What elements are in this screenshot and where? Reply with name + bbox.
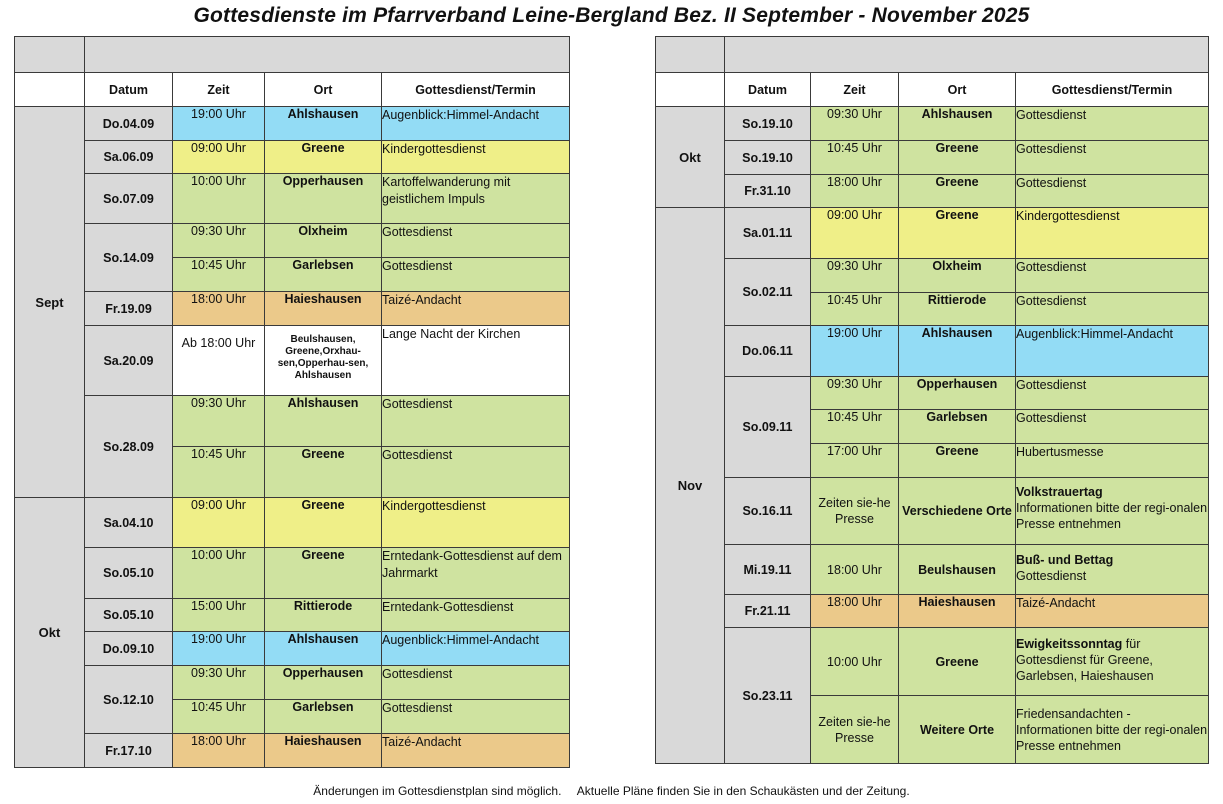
event-cell: Erntedank-Gottesdienst xyxy=(382,599,570,632)
event-cell: Kindergottesdienst xyxy=(382,141,570,174)
table-row xyxy=(15,548,570,599)
date-cell: Mi.19.11 xyxy=(725,545,811,595)
date-cell: So.07.09 xyxy=(85,174,173,224)
date-cell: So.23.11 xyxy=(725,628,811,764)
place-cell: Greene xyxy=(899,175,1016,208)
month-label: Okt xyxy=(656,107,725,208)
event-cell: Taizé-Andacht xyxy=(382,292,570,326)
place-cell: Haieshausen xyxy=(899,595,1016,628)
place-cell: Rittierode xyxy=(899,293,1016,326)
event-cell: Augenblick:Himmel-Andacht xyxy=(382,107,570,141)
event-cell: Gottesdienst xyxy=(1016,377,1209,410)
time-cell: 09:30 Uhr xyxy=(811,259,899,293)
event-detail: Informationen bitte der regi-onalen Presse entnehmen xyxy=(1016,501,1208,531)
month-label: Nov xyxy=(656,208,725,764)
date-cell: Sa.04.10 xyxy=(85,498,173,548)
time-cell: 10:00 Uhr xyxy=(173,174,265,224)
place-cell: Opperhausen xyxy=(265,666,382,700)
event-cell: Taizé-Andacht xyxy=(1016,595,1209,628)
time-cell: 09:30 Uhr xyxy=(173,224,265,258)
event-cell: Erntedank-Gottesdienst auf dem Jahrmarkt xyxy=(382,548,570,599)
event-cell: Kartoffelwanderung mit geistlichem Impuls xyxy=(382,174,570,224)
time-cell: 10:45 Uhr xyxy=(173,447,265,498)
place-cell: Greene xyxy=(265,447,382,498)
time-cell: Zeiten sie-he Presse xyxy=(811,696,899,764)
date-cell: So.09.11 xyxy=(725,377,811,478)
table-row xyxy=(656,545,1209,595)
event-cell: Hubertusmesse xyxy=(1016,444,1209,478)
time-cell: 15:00 Uhr xyxy=(173,599,265,632)
date-cell: So.02.11 xyxy=(725,259,811,326)
time-cell: 19:00 Uhr xyxy=(811,326,899,377)
time-cell: 09:00 Uhr xyxy=(173,141,265,174)
event-cell: Gottesdienst xyxy=(382,224,570,258)
table-row xyxy=(15,107,570,141)
table-row xyxy=(15,224,570,258)
schedule-table-right xyxy=(655,36,1209,764)
time-cell: 10:45 Uhr xyxy=(811,293,899,326)
table-row xyxy=(656,107,1209,141)
event-cell: Kindergottesdienst xyxy=(382,498,570,548)
place-cell: Ahlshausen xyxy=(265,396,382,447)
place-cell: Greene xyxy=(899,141,1016,175)
month-label: Okt xyxy=(15,498,85,768)
date-cell: Sa.01.11 xyxy=(725,208,811,259)
event-cell: Gottesdienst xyxy=(1016,141,1209,175)
place-cell: Opperhausen xyxy=(899,377,1016,410)
date-cell: So.19.10 xyxy=(725,141,811,175)
footer-note-changes: Änderungen im Gottesdienstplan sind möglich. xyxy=(313,784,562,798)
event-cell xyxy=(1016,545,1209,595)
place-cell: Beulshausen xyxy=(899,545,1016,595)
date-cell: Fr.21.11 xyxy=(725,595,811,628)
table-row xyxy=(656,595,1209,628)
place-cell: Ahlshausen xyxy=(265,632,382,666)
table-row xyxy=(15,632,570,666)
place-cell: Olxheim xyxy=(265,224,382,258)
place-cell: Greene xyxy=(899,208,1016,259)
time-cell: 18:00 Uhr xyxy=(811,545,899,595)
time-cell: 09:30 Uhr xyxy=(173,396,265,447)
time-cell: 10:45 Uhr xyxy=(811,141,899,175)
column-header-date: Datum xyxy=(85,73,173,107)
event-cell: Lange Nacht der Kirchen xyxy=(382,326,570,396)
place-cell: Greene xyxy=(899,444,1016,478)
place-cell: Garlebsen xyxy=(899,410,1016,444)
place-cell: Greene xyxy=(265,548,382,599)
date-cell: So.05.10 xyxy=(85,548,173,599)
time-cell: 09:30 Uhr xyxy=(173,666,265,700)
place-cell: Olxheim xyxy=(899,259,1016,293)
table-top-band xyxy=(656,37,1209,73)
event-cell: Kindergottesdienst xyxy=(1016,208,1209,259)
column-header-event: Gottesdienst/Termin xyxy=(1016,73,1209,107)
event-cell: Gottesdienst xyxy=(382,666,570,700)
date-cell: So.05.10 xyxy=(85,599,173,632)
date-cell: So.16.11 xyxy=(725,478,811,545)
table-row xyxy=(656,326,1209,377)
table-row xyxy=(15,141,570,174)
footer-note-plans: Aktuelle Pläne finden Sie in den Schaukästen und der Zeitung. xyxy=(576,784,910,798)
table-row xyxy=(15,734,570,768)
place-cell: Haieshausen xyxy=(265,292,382,326)
event-cell xyxy=(1016,628,1209,696)
event-title: Volkstrauertag xyxy=(1016,485,1103,499)
date-cell: Fr.31.10 xyxy=(725,175,811,208)
place-cell: Beulshausen, Greene,Orxhau-sen,Opperhau-sen, Ahlshausen xyxy=(265,326,382,396)
event-cell: Augenblick:Himmel-Andacht xyxy=(1016,326,1209,377)
table-row xyxy=(15,174,570,224)
date-cell: So.12.10 xyxy=(85,666,173,734)
time-cell: 10:45 Uhr xyxy=(173,258,265,292)
time-cell: 09:30 Uhr xyxy=(811,377,899,410)
place-cell: Ahlshausen xyxy=(899,107,1016,141)
event-cell xyxy=(1016,478,1209,545)
event-cell: Gottesdienst xyxy=(1016,259,1209,293)
schedule-table-left xyxy=(14,36,570,768)
time-cell: 09:00 Uhr xyxy=(173,498,265,548)
table-row xyxy=(15,396,570,447)
place-cell: Garlebsen xyxy=(265,700,382,734)
place-cell: Opperhausen xyxy=(265,174,382,224)
event-cell: Augenblick:Himmel-Andacht xyxy=(382,632,570,666)
time-cell: 09:30 Uhr xyxy=(811,107,899,141)
place-cell: Haieshausen xyxy=(265,734,382,768)
time-cell: 18:00 Uhr xyxy=(173,292,265,326)
column-header-time: Zeit xyxy=(811,73,899,107)
time-cell: Zeiten sie-he Presse xyxy=(811,478,899,545)
column-header-date: Datum xyxy=(725,73,811,107)
event-cell: Taizé-Andacht xyxy=(382,734,570,768)
date-cell: Do.04.09 xyxy=(85,107,173,141)
date-cell: So.19.10 xyxy=(725,107,811,141)
time-cell: Ab 18:00 Uhr xyxy=(173,326,265,396)
time-cell: 19:00 Uhr xyxy=(173,107,265,141)
date-cell: Fr.19.09 xyxy=(85,292,173,326)
column-header-place: Ort xyxy=(265,73,382,107)
place-cell: Greene xyxy=(265,141,382,174)
time-cell: 10:45 Uhr xyxy=(811,410,899,444)
place-cell: Ahlshausen xyxy=(265,107,382,141)
table-row xyxy=(15,666,570,700)
table-row xyxy=(656,141,1209,175)
table-header-row xyxy=(15,73,570,107)
table-row xyxy=(656,628,1209,696)
time-cell: 10:00 Uhr xyxy=(173,548,265,599)
event-cell: Friedensandachten - Informationen bitte der regi-onalen Presse entnehmen xyxy=(1016,696,1209,764)
date-cell: Do.09.10 xyxy=(85,632,173,666)
event-cell: Gottesdienst xyxy=(382,700,570,734)
place-cell: Garlebsen xyxy=(265,258,382,292)
place-cell: Weitere Orte xyxy=(899,696,1016,764)
event-cell: Gottesdienst xyxy=(382,396,570,447)
place-cell: Ahlshausen xyxy=(899,326,1016,377)
event-cell: Gottesdienst xyxy=(1016,293,1209,326)
date-cell: So.14.09 xyxy=(85,224,173,292)
time-cell: 18:00 Uhr xyxy=(811,175,899,208)
footer-note xyxy=(0,784,1223,798)
event-cell: Gottesdienst xyxy=(1016,410,1209,444)
table-row xyxy=(656,259,1209,293)
table-row xyxy=(656,208,1209,259)
column-header-time: Zeit xyxy=(173,73,265,107)
table-header-row xyxy=(656,73,1209,107)
time-cell: 10:00 Uhr xyxy=(811,628,899,696)
event-cell: Gottesdienst xyxy=(1016,107,1209,141)
month-label: Sept xyxy=(15,107,85,498)
event-cell: Gottesdienst xyxy=(382,258,570,292)
event-title: Ewigkeitssonntag xyxy=(1016,637,1123,651)
table-row xyxy=(15,292,570,326)
place-cell: Greene xyxy=(899,628,1016,696)
column-header-event: Gottesdienst/Termin xyxy=(382,73,570,107)
date-cell: Do.06.11 xyxy=(725,326,811,377)
column-header-place: Ort xyxy=(899,73,1016,107)
time-cell: 17:00 Uhr xyxy=(811,444,899,478)
event-detail: für Gottesdienst für Greene, Garlebsen, Haieshausen xyxy=(1016,637,1154,683)
table-row xyxy=(15,498,570,548)
event-title: Buß- und Bettag xyxy=(1016,553,1114,567)
time-cell: 09:00 Uhr xyxy=(811,208,899,259)
table-row xyxy=(656,478,1209,545)
date-cell: Sa.06.09 xyxy=(85,141,173,174)
time-cell: 18:00 Uhr xyxy=(811,595,899,628)
table-row xyxy=(656,377,1209,410)
table-top-band xyxy=(15,37,570,73)
page-title: Gottesdienste im Pfarrverband Leine-Bergland Bez. II September - November 2025 xyxy=(193,4,1030,27)
table-row xyxy=(656,175,1209,208)
place-cell: Rittierode xyxy=(265,599,382,632)
event-cell: Gottesdienst xyxy=(1016,175,1209,208)
time-cell: 10:45 Uhr xyxy=(173,700,265,734)
table-row xyxy=(15,326,570,396)
place-cell: Verschiedene Orte xyxy=(899,478,1016,545)
table-row xyxy=(15,599,570,632)
event-detail: Gottesdienst xyxy=(1016,569,1087,583)
date-cell: Fr.17.10 xyxy=(85,734,173,768)
date-cell: Sa.20.09 xyxy=(85,326,173,396)
time-cell: 18:00 Uhr xyxy=(173,734,265,768)
place-cell: Greene xyxy=(265,498,382,548)
date-cell: So.28.09 xyxy=(85,396,173,498)
time-cell: 19:00 Uhr xyxy=(173,632,265,666)
event-cell: Gottesdienst xyxy=(382,447,570,498)
